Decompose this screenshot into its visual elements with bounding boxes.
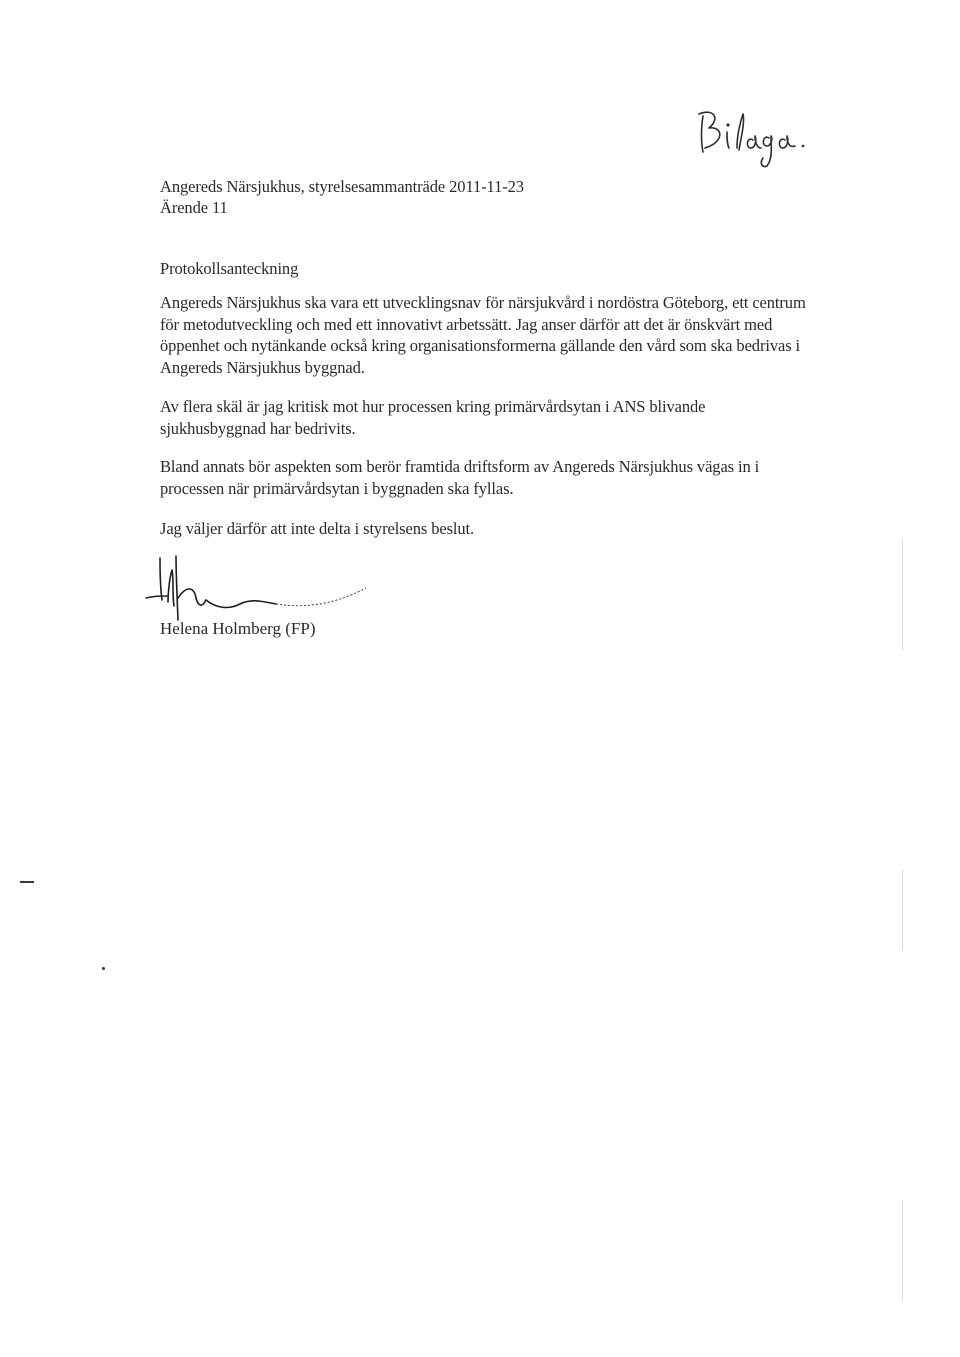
paragraph-4 [160, 518, 820, 540]
paragraph-text: Bland annats bör aspekten som berör framtida driftsform av Angereds Närsjukhus vägas in i processen när primärvårdsytan i byggnaden ska fyllas. [160, 457, 760, 498]
scan-edge-line [902, 540, 903, 650]
paragraph-1 [160, 292, 810, 378]
agenda-item: Ärende 11 [160, 197, 228, 217]
meeting-title: Angereds Närsjukhus, styrelsesammanträde 2011-11-23 [160, 177, 524, 196]
paragraph-2 [160, 396, 760, 439]
scan-edge-line [902, 870, 903, 950]
scan-dot [102, 967, 105, 970]
scan-mark [20, 881, 34, 883]
paragraph-text: Angereds Närsjukhus ska vara ett utvecklingsnav för närsjukvård i nordöstra Göteborg, ett centrum för metodutveckling och med ett innovativt arbetssätt. Jag anser därför att det är önskvärt med öppenhet och nytänkande också kring organisationsformerna gällande den vård som ska bedrivas i Angereds Närsjukhus byggnad. [160, 293, 806, 377]
signer-name: Helena Holmberg (FP) [160, 619, 316, 638]
document-heading [160, 258, 820, 280]
scan-edge-line [902, 1200, 903, 1300]
paragraph-text: Av flera skäl är jag kritisk mot hur processen kring primärvårdsytan i ANS blivande sjukhusbyggnad har bedrivits. [160, 397, 706, 438]
paragraph-text: Jag väljer därför att inte delta i styrelsens beslut. [160, 519, 475, 538]
header [160, 176, 820, 218]
handwritten-annotation [693, 108, 813, 170]
paragraph-3 [160, 456, 810, 499]
heading-text: Protokollsanteckning [160, 259, 299, 278]
